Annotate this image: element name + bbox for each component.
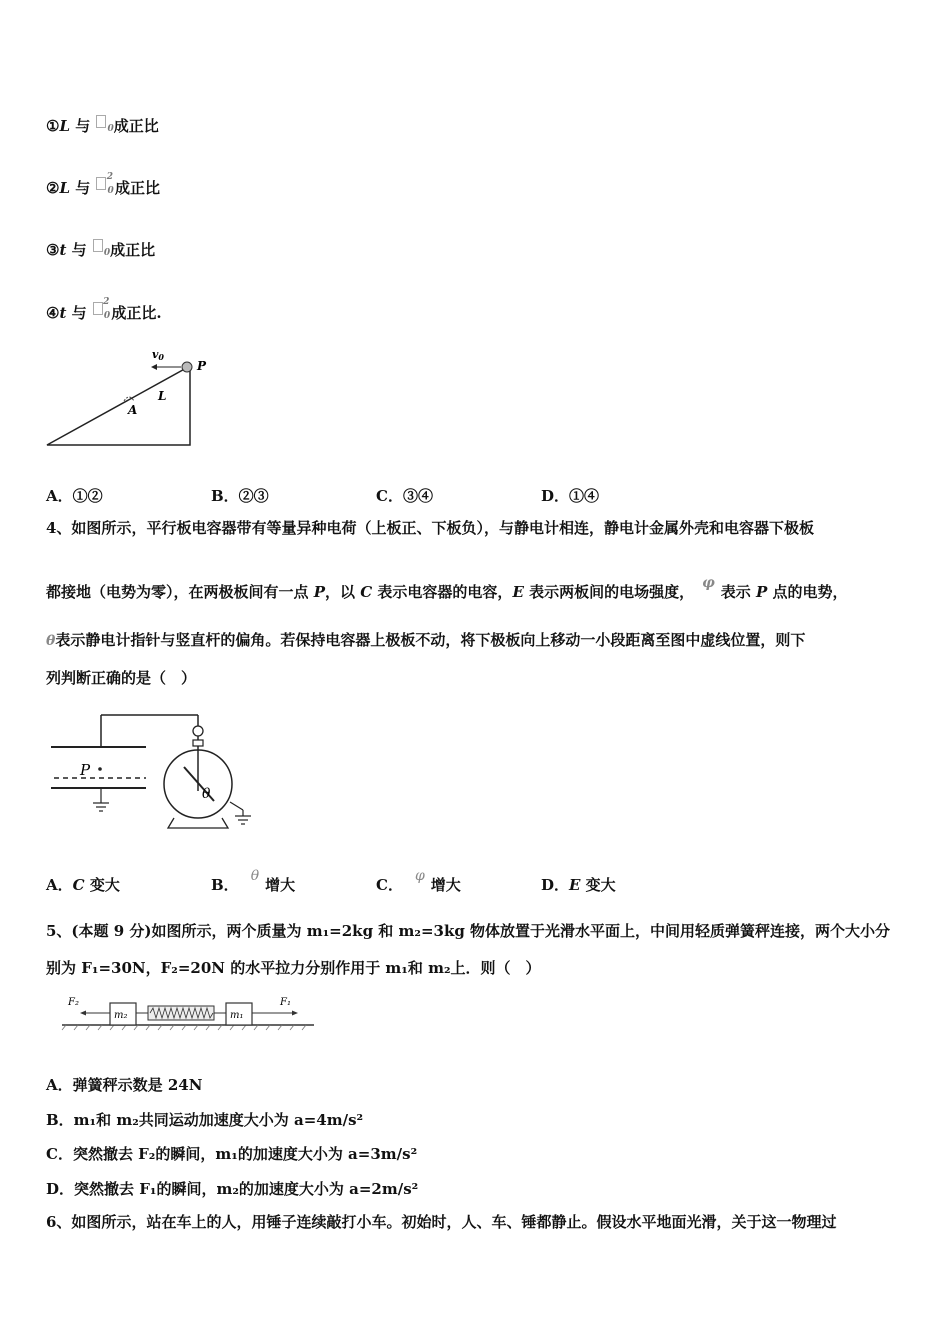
statement-4-sup: 2 — [103, 297, 110, 307]
statement-2-sup: 2 — [106, 172, 113, 182]
p-label: P — [197, 359, 207, 373]
q6-line-1: 6、如图所示，站在车上的人，用锤子连续敲打小车。初始时，人、车、锤都静止。假设水平地面光滑，关于这一物理过 — [46, 1213, 837, 1231]
m2-label: m₂ — [114, 1010, 128, 1021]
q4-line-3-text: 表示静电计指针与竖直杆的偏角。若保持电容器上极板不动，将下极板向上移动一小段距离至图中虚线位置，则下 — [55, 631, 806, 649]
v-placeholder-icon — [93, 239, 103, 252]
q4-option-b-prefix: B． — [211, 876, 239, 894]
q5-line-2: 别为 F₁=30N，F₂=20N 的水平拉力分别作用于 m₁和 m₂上．则（ ） — [46, 959, 541, 977]
q3-option-b: B．②③ — [211, 487, 269, 505]
f1-arrowhead — [292, 1011, 298, 1016]
q4-option-c — [376, 868, 461, 895]
incline-triangle — [47, 366, 190, 445]
q5-option-b: B．m₁和 m₂共同运动加速度大小为 a=4m/s² — [46, 1111, 364, 1129]
statement-1-var: L — [59, 117, 70, 135]
point-p — [98, 767, 102, 771]
q5-option-c: C．突然撤去 F₂的瞬间，m₁的加速度大小为 a=3m/s² — [46, 1145, 418, 1163]
statement-3-end: 成正比 — [110, 241, 156, 259]
q4-line-3 — [46, 630, 805, 651]
statement-3-mid: 与 — [66, 241, 92, 259]
f2-label: F₂ — [68, 997, 79, 1008]
statement-1-sub: 0 — [107, 124, 114, 134]
q4-option-a-prefix: A． — [46, 876, 73, 894]
statement-3 — [46, 239, 155, 263]
ball-p — [182, 362, 192, 372]
m1-label: m₁ — [230, 1010, 244, 1021]
statement-2-number: ② — [46, 179, 60, 197]
theta-symbol: θ — [46, 633, 56, 649]
electroscope-base — [168, 818, 228, 828]
figure-theta-label: θ — [202, 786, 211, 802]
q4-option-b-text: 增大 — [265, 876, 296, 894]
statement-2-mid: 与 — [70, 179, 96, 197]
q5-option-a: A．弹簧秤示数是 24N — [46, 1076, 203, 1094]
q4-var-e: E — [512, 583, 524, 601]
capacitor-figure — [46, 706, 261, 841]
q4-option-a — [46, 874, 120, 895]
statement-1-mid: 与 — [70, 117, 96, 135]
q4-option-d — [541, 874, 616, 895]
q3-option-a: A．①② — [46, 487, 103, 505]
q4-option-b — [211, 868, 296, 895]
q4-text-b: ，以 — [325, 583, 361, 601]
case-ground-wire — [230, 802, 243, 810]
statement-2-var: L — [59, 179, 70, 197]
q4-text-f: 表示两板间的电场强度， — [523, 583, 695, 601]
f1-label: F₁ — [280, 997, 291, 1008]
statement-1-end: 成正比 — [113, 117, 159, 135]
statement-4 — [46, 297, 162, 326]
q4-var-c: C — [360, 583, 373, 601]
f2-arrowhead — [80, 1011, 86, 1016]
q4-var-p2: P — [756, 583, 768, 601]
q3-option-c: C．③④ — [376, 487, 433, 505]
q4-option-c-text: 增大 — [430, 876, 461, 894]
q4-option-a-text: 变大 — [84, 876, 120, 894]
v-placeholder-icon — [96, 177, 106, 190]
electroscope-knob — [193, 726, 203, 736]
q4-text-d: 表示电容器的电容， — [372, 583, 513, 601]
statement-4-sub: 0 — [103, 311, 111, 321]
statement-2-sub: 0 — [107, 186, 114, 196]
statement-1-number: ① — [46, 117, 60, 135]
l-label: L — [158, 389, 167, 403]
q4-option-d-prefix: D． — [541, 876, 570, 894]
q4-line-2 — [46, 575, 848, 603]
statement-4-number: ④ — [46, 304, 60, 322]
statement-4-var: t — [59, 304, 67, 322]
statement-2 — [46, 172, 160, 201]
phi-symbol: φ — [702, 575, 715, 591]
q4-line-4: 列判断正确的是（ ） — [46, 669, 197, 687]
v-placeholder-icon — [96, 115, 106, 128]
q4-text-h: 点的电势， — [767, 583, 848, 601]
q4-var-p: P — [313, 583, 326, 601]
q5-line-1: 5、(本题 9 分)如图所示，两个质量为 m₁=2kg 和 m₂=3kg 物体放置于光滑水平面上，中间用轻质弹簧秤连接，两个大小分 — [46, 922, 891, 940]
statement-4-mid: 与 — [66, 304, 92, 322]
q4-option-c-phi: φ — [414, 868, 425, 884]
insulator — [193, 740, 203, 746]
statement-3-var: t — [59, 241, 67, 259]
statement-4-end: 成正比. — [111, 304, 162, 322]
q3-option-d: D．①④ — [541, 487, 600, 505]
statement-3-number: ③ — [46, 241, 60, 259]
v-placeholder-icon — [93, 302, 103, 315]
q4-option-d-text: 变大 — [580, 876, 616, 894]
a-label: A — [128, 403, 138, 417]
q5-option-d: D．突然撤去 F₁的瞬间，m₂的加速度大小为 a=2m/s² — [46, 1180, 419, 1198]
figure-p-label: P — [80, 761, 91, 779]
q4-option-a-var: C — [72, 876, 85, 894]
q4-line-1: 4、如图所示，平行板电容器带有等量异种电荷（上板正、下板负），与静电计相连，静电计金属外壳和电容器下极板 — [46, 519, 814, 537]
statement-2-end: 成正比 — [114, 179, 160, 197]
q4-text-g: 表示 — [720, 583, 757, 601]
q4-text-a: 都接地（电势为零），在两极板间有一点 — [46, 583, 314, 601]
v0-arrowhead — [151, 364, 157, 370]
v0-label: v0 — [152, 348, 164, 362]
incline-figure — [40, 340, 230, 455]
statement-1 — [46, 115, 159, 139]
spring-figure — [60, 993, 320, 1035]
q4-option-c-prefix: C． — [376, 876, 403, 894]
q4-option-b-theta: θ — [250, 868, 260, 884]
statement-3-sub: 0 — [103, 248, 111, 258]
q4-option-d-var: E — [569, 876, 581, 894]
